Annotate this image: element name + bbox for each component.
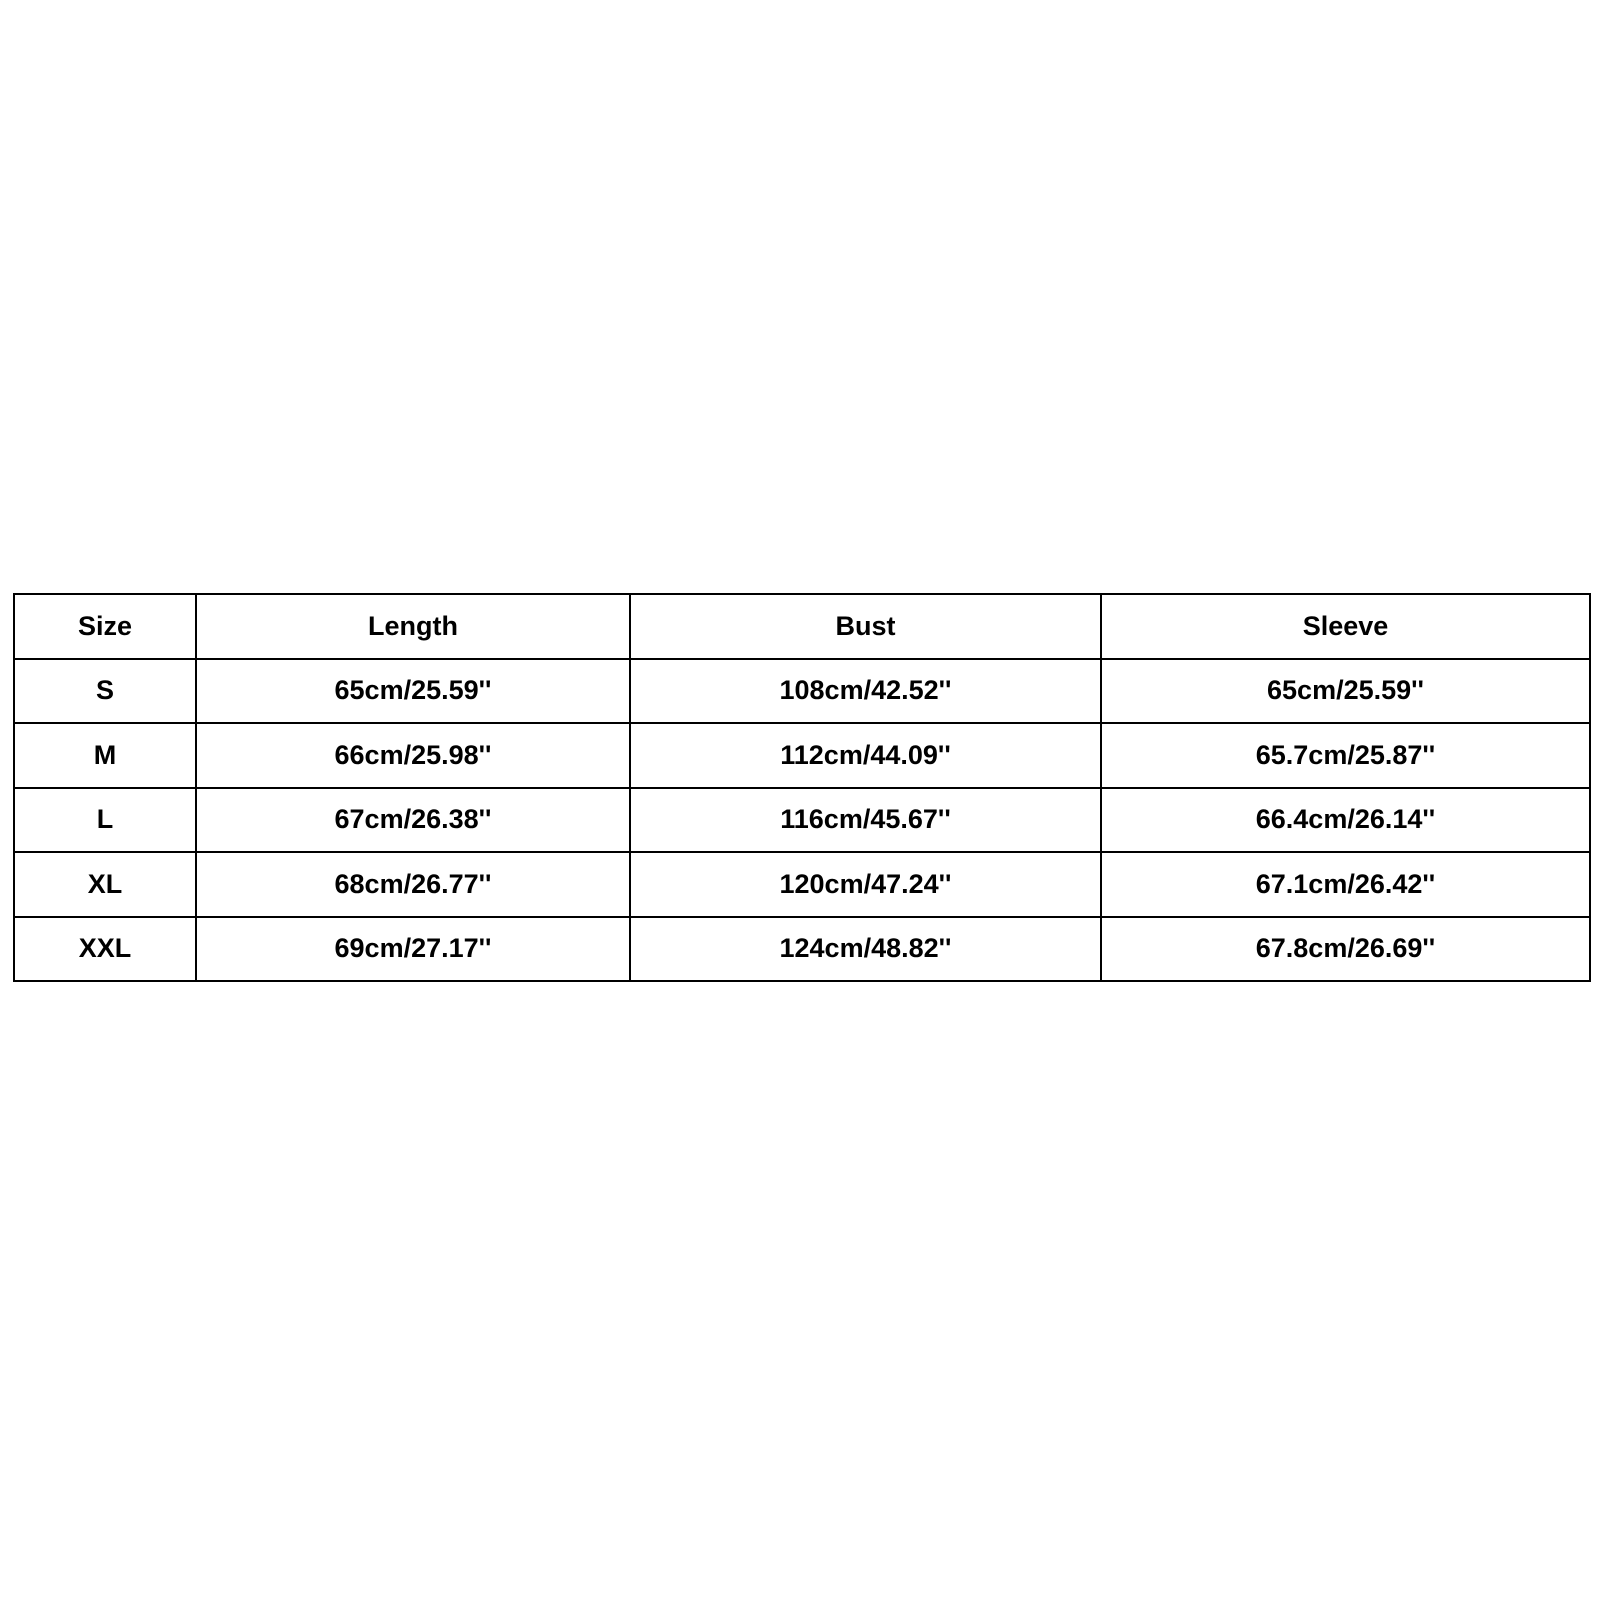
header-sleeve: Sleeve xyxy=(1101,594,1590,659)
size-cell: XL xyxy=(14,852,196,917)
header-size: Size xyxy=(14,594,196,659)
sleeve-cell: 67.8cm/26.69'' xyxy=(1101,917,1590,982)
table-row xyxy=(14,788,1590,853)
bust-cell: 120cm/47.24'' xyxy=(630,852,1101,917)
length-cell: 65cm/25.59'' xyxy=(196,659,630,724)
sleeve-cell: 66.4cm/26.14'' xyxy=(1101,788,1590,853)
size-cell: XXL xyxy=(14,917,196,982)
size-cell: M xyxy=(14,723,196,788)
header-row xyxy=(14,594,1590,659)
bust-cell: 124cm/48.82'' xyxy=(630,917,1101,982)
table-row xyxy=(14,917,1590,982)
bust-cell: 112cm/44.09'' xyxy=(630,723,1101,788)
size-cell: S xyxy=(14,659,196,724)
length-cell: 66cm/25.98'' xyxy=(196,723,630,788)
size-cell: L xyxy=(14,788,196,853)
sleeve-cell: 65cm/25.59'' xyxy=(1101,659,1590,724)
sleeve-cell: 65.7cm/25.87'' xyxy=(1101,723,1590,788)
length-cell: 67cm/26.38'' xyxy=(196,788,630,853)
header-bust: Bust xyxy=(630,594,1101,659)
header-length: Length xyxy=(196,594,630,659)
bust-cell: 116cm/45.67'' xyxy=(630,788,1101,853)
size-chart-table xyxy=(13,593,1591,982)
table-row xyxy=(14,723,1590,788)
length-cell: 69cm/27.17'' xyxy=(196,917,630,982)
length-cell: 68cm/26.77'' xyxy=(196,852,630,917)
table-row xyxy=(14,852,1590,917)
bust-cell: 108cm/42.52'' xyxy=(630,659,1101,724)
table-row xyxy=(14,659,1590,724)
sleeve-cell: 67.1cm/26.42'' xyxy=(1101,852,1590,917)
